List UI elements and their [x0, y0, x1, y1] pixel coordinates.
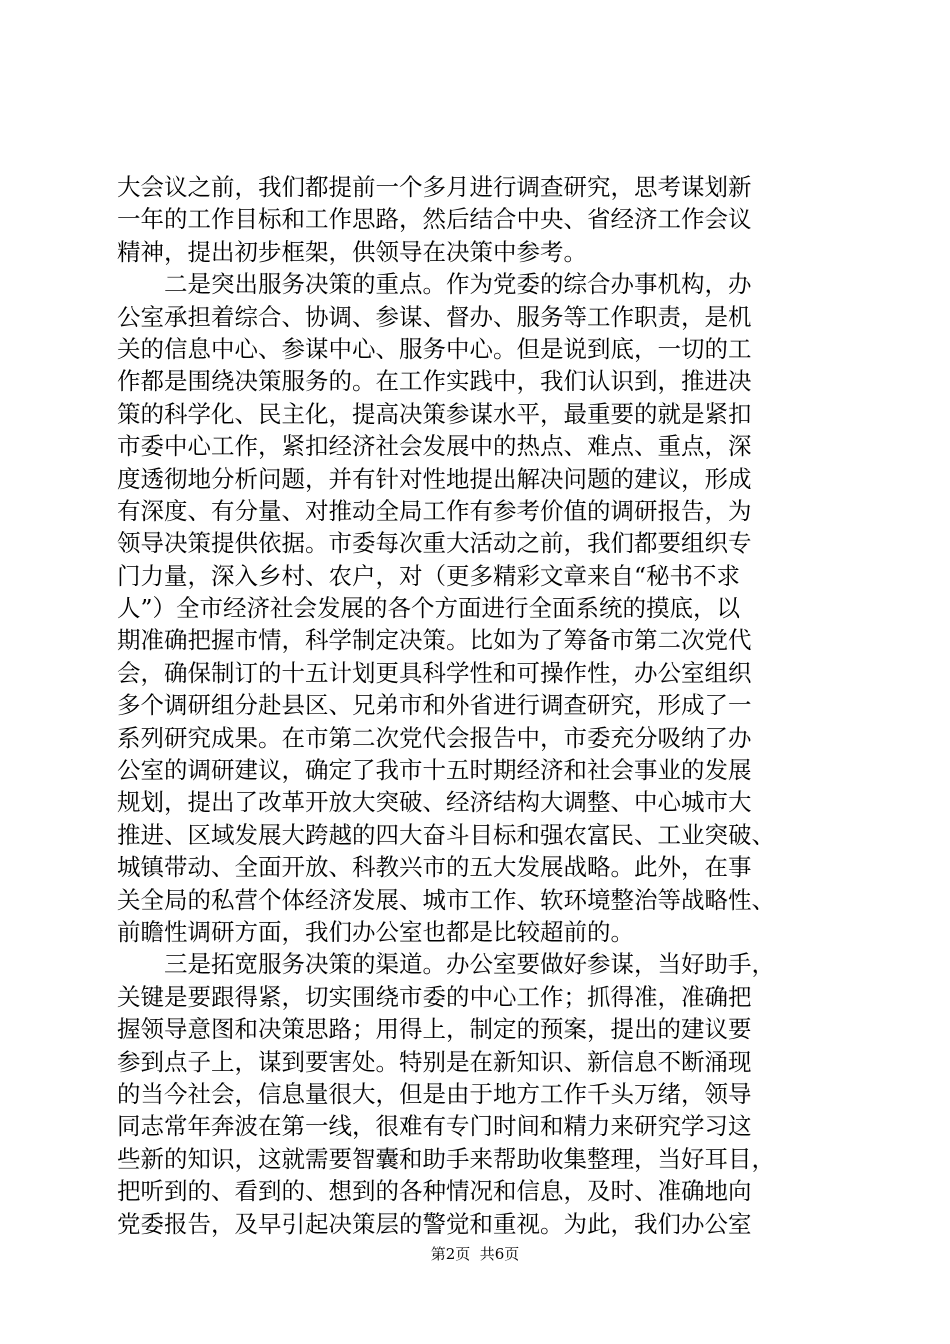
- text-line: 关的信息中心、参谋中心、服务中心。但是说到底，一切的工: [117, 334, 752, 363]
- text-line: 度透彻地分析问题，并有针对性地提出解决问题的建议，形成: [117, 464, 752, 493]
- text-line: 作都是围绕决策服务的。在工作实践中，我们认识到，推进决: [117, 367, 752, 396]
- text-line: 策的科学化、民主化，提高决策参谋水平，最重要的就是紧扣: [117, 399, 752, 428]
- text-line: 规划，提出了改革开放大突破、经济结构大调整、中心城市大: [117, 788, 752, 817]
- text-line: 门力量，深入乡村、农户，对（更多精彩文章来自“秘书不求: [117, 561, 741, 590]
- text-line: 系列研究成果。在市第二次党代会报告中，市委充分吸纳了办: [117, 723, 752, 752]
- text-line: 把听到的、看到的、想到的各种情况和信息，及时、准确地向: [117, 1177, 752, 1206]
- text-line: 关键是要跟得紧，切实围绕市委的中心工作；抓得准，准确把: [117, 982, 752, 1011]
- text-line: 人”）全市经济社会发展的各个方面进行全面系统的摸底，以: [117, 594, 741, 623]
- text-line: 参到点子上，谋到要害处。特别是在新知识、新信息不断涌现: [117, 1047, 752, 1076]
- text-line: 些新的知识，这就需要智囊和助手来帮助收集整理，当好耳目，: [117, 1144, 775, 1173]
- text-line: 市委中心工作，紧扣经济社会发展中的热点、难点、重点，深: [117, 432, 752, 461]
- page-footer: 第2页 共6页: [430, 1245, 520, 1263]
- text-line: 三是拓宽服务决策的渠道。办公室要做好参谋，当好助手，: [117, 950, 775, 979]
- text-line: 的当今社会，信息量很大，但是由于地方工作千头万绪，领导: [117, 1079, 752, 1108]
- text-line: 领导决策提供依据。市委每次重大活动之前，我们都要组织专: [117, 529, 752, 558]
- text-line: 有深度、有分量、对推动全局工作有参考价值的调研报告，为: [117, 496, 752, 525]
- text-line: 会，确保制订的十五计划更具科学性和可操作性，办公室组织: [117, 658, 752, 687]
- text-line: 城镇带动、全面开放、科教兴市的五大发展战略。此外，在事: [117, 853, 752, 882]
- text-line: 推进、区域发展大跨越的四大奋斗目标和强农富民、工业突破、: [117, 820, 775, 849]
- text-line: 精神，提出初步框架，供领导在决策中参考。: [117, 237, 587, 266]
- text-line: 大会议之前，我们都提前一个多月进行调查研究，思考谋划新: [117, 173, 752, 201]
- text-line: 前瞻性调研方面，我们办公室也都是比较超前的。: [117, 917, 634, 946]
- text-line: 公室的调研建议，确定了我市十五时期经济和社会事业的发展: [117, 756, 752, 785]
- body-text: [117, 171, 842, 1240]
- text-line: 同志常年奔波在第一线，很难有专门时间和精力来研究学习这: [117, 1112, 752, 1141]
- text-line: 握领导意图和决策思路；用得上，制定的预案，提出的建议要: [117, 1015, 752, 1044]
- text-line: 多个调研组分赴县区、兄弟市和外省进行调查研究，形成了一: [117, 691, 752, 720]
- text-line: 二是突出服务决策的重点。作为党委的综合办事机构，办: [117, 270, 752, 299]
- text-line: 一年的工作目标和工作思路，然后结合中央、省经济工作会议: [117, 205, 752, 234]
- text-line: 关全局的私营个体经济发展、城市工作、软环境整治等战略性、: [117, 885, 775, 914]
- text-line: 党委报告，及早引起决策层的警觉和重视。为此，我们办公室: [117, 1209, 752, 1238]
- text-line: 期准确把握市情，科学制定决策。比如为了筹备市第二次党代: [117, 626, 752, 655]
- text-line: 公室承担着综合、协调、参谋、督办、服务等工作职责，是机: [117, 302, 752, 331]
